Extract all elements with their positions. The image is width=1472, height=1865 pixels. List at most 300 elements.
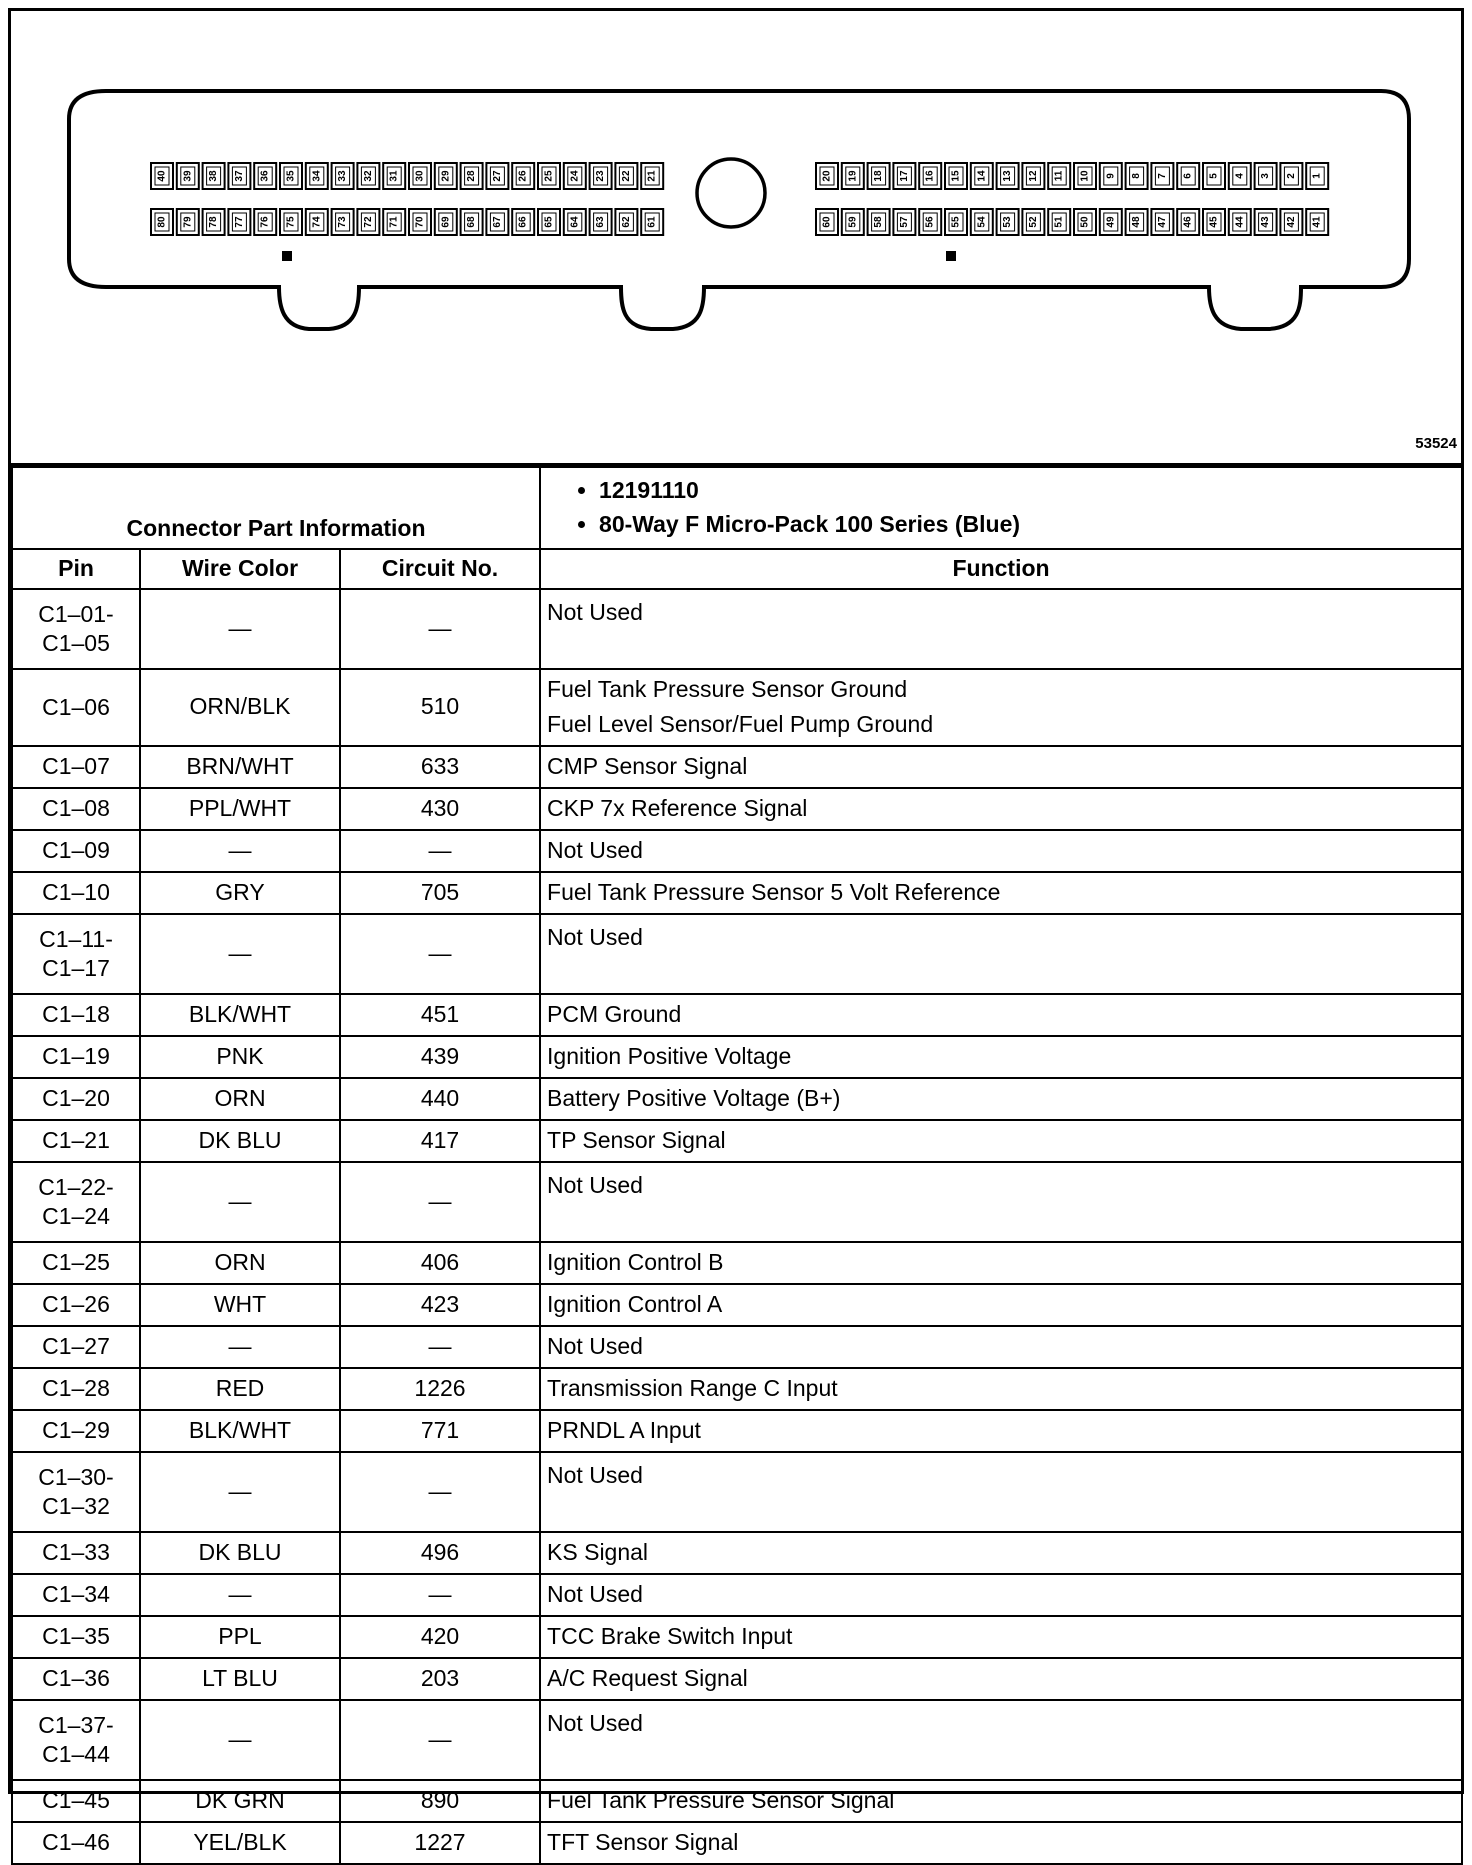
orientation-marker-right: [946, 251, 956, 261]
pin-cavity-45: [1203, 209, 1225, 235]
wire-color-cell: BLK/WHT: [140, 1410, 340, 1452]
circuit-cell: 430: [340, 788, 540, 830]
table-row: [12, 1700, 1462, 1780]
pin-cavity-11: [1048, 163, 1070, 189]
pin-cell: [12, 669, 140, 746]
table-row: [12, 1574, 1462, 1616]
pin-number-label: 10: [1079, 170, 1091, 182]
wire-color-cell: ORN: [140, 1078, 340, 1120]
function-line: Ignition Positive Voltage: [547, 1042, 792, 1069]
pin-cavity-73: [332, 209, 354, 235]
pin-cavity-17: [893, 163, 915, 189]
wire-color-cell: ORN/BLK: [140, 669, 340, 746]
function-cell: [540, 1700, 1462, 1780]
circuit-cell: —: [340, 1326, 540, 1368]
pin-cavity-2: [1280, 163, 1302, 189]
function-line: Fuel Level Sensor/Fuel Pump Ground: [547, 710, 934, 737]
pin-id: C1–27: [42, 1333, 110, 1360]
function-cell: [540, 1078, 1462, 1120]
circuit-cell: 771: [340, 1410, 540, 1452]
table-row: [12, 1242, 1462, 1284]
pin-number-label: 26: [517, 170, 529, 182]
table-row: [12, 746, 1462, 788]
pin-number-label: 33: [337, 170, 349, 182]
function-line: CKP 7x Reference Signal: [547, 794, 808, 821]
function-cell: [540, 1242, 1462, 1284]
pin-cavity-53: [997, 209, 1019, 235]
pin-number-label: 53: [1002, 216, 1014, 228]
pin-cell: [12, 1368, 140, 1410]
pin-id: C1–44: [42, 1740, 110, 1767]
pin-number-label: 76: [259, 216, 271, 228]
pin-cavity-58: [868, 209, 890, 235]
table-row: [12, 1822, 1462, 1864]
pin-cavity-14: [971, 163, 993, 189]
circuit-cell: —: [340, 1574, 540, 1616]
pin-number-label: 69: [440, 216, 452, 228]
pin-cavity-49: [1100, 209, 1122, 235]
wire-color-cell: GRY: [140, 872, 340, 914]
wire-color-cell: DK BLU: [140, 1120, 340, 1162]
pin-cell: [12, 1120, 140, 1162]
pin-number-label: 47: [1156, 216, 1168, 228]
pin-cavity-23: [590, 163, 612, 189]
function-line: Not Used: [547, 1461, 643, 1488]
table-row: [12, 1284, 1462, 1326]
function-line: Not Used: [547, 1171, 643, 1198]
pin-cavity-31: [383, 163, 405, 189]
pin-number-label: 18: [873, 170, 885, 182]
pin-cell: [12, 1574, 140, 1616]
function-line: Not Used: [547, 1332, 643, 1359]
pin-number-label: 5: [1208, 173, 1220, 179]
pin-cell: [12, 872, 140, 914]
pin-cavity-21: [641, 163, 663, 189]
function-cell: [540, 830, 1462, 872]
pin-cavity-72: [357, 209, 379, 235]
pin-cavity-42: [1280, 209, 1302, 235]
pin-number-label: 13: [1002, 170, 1014, 182]
pin-number-label: 23: [595, 170, 607, 182]
table-row: [12, 1036, 1462, 1078]
pin-id: C1–21: [42, 1127, 110, 1154]
table-row: [12, 1120, 1462, 1162]
pin-cell: [12, 1326, 140, 1368]
pin-cell: [12, 1284, 140, 1326]
pin-number-label: 12: [1027, 170, 1039, 182]
function-line: Not Used: [547, 598, 643, 625]
pin-id: C1–07: [42, 753, 110, 780]
pin-cavity-57: [893, 209, 915, 235]
pin-id: C1–28: [42, 1375, 110, 1402]
pin-number-label: 60: [821, 216, 833, 228]
function-cell: [540, 1658, 1462, 1700]
column-header-pin: Pin: [12, 549, 140, 589]
function-line: Fuel Tank Pressure Sensor 5 Volt Reference: [547, 878, 1001, 905]
table-row: [12, 1368, 1462, 1410]
pin-id: C1–20: [42, 1085, 110, 1112]
function-cell: [540, 1162, 1462, 1242]
pin-id: C1–01-: [38, 601, 114, 628]
pin-cell: [12, 1822, 140, 1864]
pin-number-label: 42: [1285, 216, 1297, 228]
pin-number-label: 39: [182, 170, 194, 182]
wire-color-cell: —: [140, 914, 340, 994]
function-cell: [540, 1780, 1462, 1822]
pin-number-label: 56: [924, 216, 936, 228]
pin-cavity-62: [615, 209, 637, 235]
pin-cavity-10: [1074, 163, 1096, 189]
keying-hole: [697, 159, 765, 227]
pin-number-label: 16: [924, 170, 936, 182]
column-header-circuit: Circuit No.: [340, 549, 540, 589]
pin-id: C1–46: [42, 1829, 110, 1856]
table-row: [12, 788, 1462, 830]
pin-cavity-37: [228, 163, 250, 189]
pin-id: C1–09: [42, 837, 110, 864]
pin-cavity-54: [971, 209, 993, 235]
pin-number-label: 22: [620, 170, 632, 182]
circuit-cell: 406: [340, 1242, 540, 1284]
pin-cavity-3: [1255, 163, 1277, 189]
pin-cavity-25: [538, 163, 560, 189]
function-line: Transmission Range C Input: [547, 1374, 838, 1401]
pin-cavity-24: [564, 163, 586, 189]
pin-cavity-56: [919, 209, 941, 235]
function-line: Not Used: [547, 836, 643, 863]
pin-number-label: 77: [233, 216, 245, 228]
connector-sheet: [8, 8, 1464, 1856]
pin-number-label: 32: [362, 170, 374, 182]
function-line: Fuel Tank Pressure Sensor Signal: [547, 1786, 895, 1813]
wire-color-cell: —: [140, 1700, 340, 1780]
pin-cavity-47: [1151, 209, 1173, 235]
wire-color-cell: —: [140, 1452, 340, 1532]
pin-number-label: 4: [1234, 173, 1246, 179]
circuit-cell: —: [340, 589, 540, 669]
pin-number-label: 29: [440, 170, 452, 182]
pin-id: C1–10: [42, 879, 110, 906]
function-line: TCC Brake Switch Input: [547, 1622, 793, 1649]
pin-number-label: 11: [1053, 170, 1065, 182]
pin-cavity-20: [816, 163, 838, 189]
function-cell: [540, 788, 1462, 830]
pin-cavity-18: [868, 163, 890, 189]
pin-cavity-76: [254, 209, 276, 235]
pin-cavity-80: [151, 209, 173, 235]
table-row: [12, 1532, 1462, 1574]
pin-cell: [12, 914, 140, 994]
pin-cavity-19: [842, 163, 864, 189]
pin-id: C1–32: [42, 1492, 110, 1519]
pin-cavity-68: [461, 209, 483, 235]
pin-number-label: 14: [976, 170, 988, 182]
circuit-cell: 1226: [340, 1368, 540, 1410]
orientation-marker-left: [282, 251, 292, 261]
pin-cavity-16: [919, 163, 941, 189]
pin-number-label: 27: [491, 170, 503, 182]
table-row: [12, 669, 1462, 746]
circuit-cell: 203: [340, 1658, 540, 1700]
pin-cell: [12, 589, 140, 669]
pin-number-label: 44: [1234, 216, 1246, 228]
pin-id: C1–36: [42, 1665, 110, 1692]
wire-color-cell: DK GRN: [140, 1780, 340, 1822]
circuit-cell: 705: [340, 872, 540, 914]
pin-id: C1–45: [42, 1787, 110, 1814]
circuit-cell: 633: [340, 746, 540, 788]
pin-cavity-12: [1022, 163, 1044, 189]
table-row: [12, 1078, 1462, 1120]
connector-info-row: [12, 467, 1462, 549]
function-line: Not Used: [547, 923, 643, 950]
pin-number-label: 79: [182, 216, 194, 228]
pin-number-label: 72: [362, 216, 374, 228]
pin-cavity-71: [383, 209, 405, 235]
pin-id: C1–18: [42, 1001, 110, 1028]
function-cell: [540, 669, 1462, 746]
circuit-cell: 423: [340, 1284, 540, 1326]
pin-number-label: 57: [898, 216, 910, 228]
function-cell: [540, 872, 1462, 914]
circuit-cell: 420: [340, 1616, 540, 1658]
function-cell: [540, 1574, 1462, 1616]
table-row: [12, 1326, 1462, 1368]
pin-cell: [12, 1452, 140, 1532]
pin-number-label: 61: [646, 216, 658, 228]
pin-cavity-9: [1100, 163, 1122, 189]
pin-id: C1–33: [42, 1539, 110, 1566]
table-row: [12, 830, 1462, 872]
pin-cavity-51: [1048, 209, 1070, 235]
pin-number-label: 17: [898, 170, 910, 182]
pin-cavity-34: [306, 163, 328, 189]
circuit-cell: —: [340, 830, 540, 872]
pin-number-label: 19: [847, 170, 859, 182]
pin-number-label: 1: [1311, 173, 1323, 179]
pin-number-label: 20: [821, 170, 833, 182]
pin-number-label: 59: [847, 216, 859, 228]
pin-cell: [12, 1162, 140, 1242]
circuit-cell: 890: [340, 1780, 540, 1822]
function-cell: [540, 1822, 1462, 1864]
function-line: PRNDL A Input: [547, 1416, 701, 1443]
pin-cavity-60: [816, 209, 838, 235]
pin-number-label: 55: [950, 216, 962, 228]
function-cell: [540, 1284, 1462, 1326]
pin-cavity-74: [306, 209, 328, 235]
pin-cavity-61: [641, 209, 663, 235]
pin-cavity-59: [842, 209, 864, 235]
function-line: CMP Sensor Signal: [547, 752, 748, 779]
pin-number-label: 2: [1285, 173, 1297, 179]
pin-id: C1–17: [42, 954, 110, 981]
table-row: [12, 1658, 1462, 1700]
pin-number-label: 71: [388, 216, 400, 228]
wire-color-cell: PPL/WHT: [140, 788, 340, 830]
pin-cavity-78: [203, 209, 225, 235]
wire-color-cell: PPL: [140, 1616, 340, 1658]
function-line: PCM Ground: [547, 1000, 682, 1027]
pin-cavity-40: [151, 163, 173, 189]
circuit-cell: —: [340, 1452, 540, 1532]
pin-id: C1–05: [42, 629, 110, 656]
wire-color-cell: RED: [140, 1368, 340, 1410]
pin-cavity-6: [1177, 163, 1199, 189]
pin-number-label: 64: [569, 216, 581, 228]
table-row: [12, 914, 1462, 994]
function-line: Not Used: [547, 1709, 643, 1736]
function-line: Ignition Control B: [547, 1248, 724, 1275]
pin-number-label: 41: [1311, 216, 1323, 228]
wire-color-cell: WHT: [140, 1284, 340, 1326]
pin-number-label: 49: [1105, 216, 1117, 228]
pin-cavity-35: [280, 163, 302, 189]
pin-cell: [12, 994, 140, 1036]
pin-cell: [12, 746, 140, 788]
wire-color-cell: LT BLU: [140, 1658, 340, 1700]
circuit-cell: 496: [340, 1532, 540, 1574]
pin-cavity-33: [332, 163, 354, 189]
pin-cavity-8: [1126, 163, 1148, 189]
function-line: KS Signal: [547, 1538, 649, 1565]
pin-number-label: 62: [620, 216, 632, 228]
pin-cavity-75: [280, 209, 302, 235]
figure-id: 53524: [1415, 435, 1457, 452]
pin-cavity-50: [1074, 209, 1096, 235]
pin-cavity-67: [486, 209, 508, 235]
column-header-row: [12, 549, 1462, 589]
pin-cavity-66: [512, 209, 534, 235]
wire-color-cell: DK BLU: [140, 1532, 340, 1574]
pin-number-label: 46: [1182, 216, 1194, 228]
pin-cavity-65: [538, 209, 560, 235]
pin-cavity-28: [461, 163, 483, 189]
pin-cavity-69: [435, 209, 457, 235]
pin-id: C1–24: [42, 1202, 110, 1229]
table-row: [12, 1780, 1462, 1822]
function-cell: [540, 1368, 1462, 1410]
pin-id: C1–22-: [38, 1173, 114, 1200]
pin-number-label: 38: [208, 170, 220, 182]
pin-number-label: 54: [976, 216, 988, 228]
pin-id: C1–30-: [38, 1463, 114, 1490]
pin-id: C1–08: [42, 795, 110, 822]
pin-number-label: 3: [1260, 173, 1272, 179]
pin-cell: [12, 1700, 140, 1780]
pin-number-label: 66: [517, 216, 529, 228]
pin-number-label: 51: [1053, 216, 1065, 228]
function-cell: [540, 1326, 1462, 1368]
pin-number-label: 7: [1156, 173, 1168, 179]
pin-number-label: 8: [1131, 173, 1143, 179]
function-line: TP Sensor Signal: [547, 1126, 726, 1153]
pin-cavity-41: [1306, 209, 1328, 235]
pin-id: C1–26: [42, 1291, 110, 1318]
pin-cavity-5: [1203, 163, 1225, 189]
pin-cavity-4: [1229, 163, 1251, 189]
pin-cavity-1: [1306, 163, 1328, 189]
connector-diagram: [11, 11, 1461, 466]
pin-number-label: 25: [543, 170, 555, 182]
pin-number-label: 40: [156, 170, 168, 182]
pin-number-label: 21: [646, 170, 658, 182]
function-cell: [540, 1532, 1462, 1574]
pin-cavity-7: [1151, 163, 1173, 189]
pin-id: C1–19: [42, 1043, 110, 1070]
pin-cell: [12, 1078, 140, 1120]
pin-cavity-55: [945, 209, 967, 235]
table-row: [12, 589, 1462, 669]
pin-cavity-79: [177, 209, 199, 235]
pin-cavity-43: [1255, 209, 1277, 235]
pin-number-label: 63: [595, 216, 607, 228]
pin-cavity-52: [1022, 209, 1044, 235]
pin-number-label: 73: [337, 216, 349, 228]
table-row: [12, 1162, 1462, 1242]
wire-color-cell: BLK/WHT: [140, 994, 340, 1036]
pin-cavity-32: [357, 163, 379, 189]
function-cell: [540, 994, 1462, 1036]
pin-number-label: 74: [311, 216, 323, 228]
pin-cell: [12, 1780, 140, 1822]
function-line: Ignition Control A: [547, 1290, 723, 1317]
wire-color-cell: —: [140, 1162, 340, 1242]
pin-number-label: 15: [950, 170, 962, 182]
table-row: [12, 994, 1462, 1036]
function-line: TFT Sensor Signal: [547, 1828, 739, 1855]
connector-info-label: Connector Part Information: [12, 467, 540, 549]
pin-number-label: 31: [388, 170, 400, 182]
pin-id: C1–34: [42, 1581, 110, 1608]
pin-cavity-26: [512, 163, 534, 189]
pin-number-label: 37: [233, 170, 245, 182]
pin-cell: [12, 788, 140, 830]
circuit-cell: —: [340, 1700, 540, 1780]
pin-cavity-15: [945, 163, 967, 189]
wire-color-cell: PNK: [140, 1036, 340, 1078]
table-row: [12, 1410, 1462, 1452]
pin-number-label: 45: [1208, 216, 1220, 228]
wire-color-cell: —: [140, 589, 340, 669]
function-line: Not Used: [547, 1580, 643, 1607]
pin-id: C1–35: [42, 1623, 110, 1650]
pin-number-label: 50: [1079, 216, 1091, 228]
pin-cell: [12, 1242, 140, 1284]
circuit-cell: 417: [340, 1120, 540, 1162]
pin-number-label: 68: [466, 216, 478, 228]
circuit-cell: 1227: [340, 1822, 540, 1864]
pin-cell: [12, 1532, 140, 1574]
pin-number-label: 9: [1105, 173, 1117, 179]
pin-number-label: 78: [208, 216, 220, 228]
wire-color-cell: —: [140, 830, 340, 872]
circuit-cell: 440: [340, 1078, 540, 1120]
pin-cavity-48: [1126, 209, 1148, 235]
circuit-cell: —: [340, 914, 540, 994]
circuit-cell: 439: [340, 1036, 540, 1078]
pin-cavity-22: [615, 163, 637, 189]
pin-number-label: 36: [259, 170, 271, 182]
column-header-wire-color: Wire Color: [140, 549, 340, 589]
pin-cell: [12, 1410, 140, 1452]
connector-description: • 80-Way F Micro-Pack 100 Series (Blue): [599, 510, 1453, 540]
pin-number-label: 28: [466, 170, 478, 182]
function-cell: [540, 1616, 1462, 1658]
circuit-cell: 510: [340, 669, 540, 746]
pin-number-label: 65: [543, 216, 555, 228]
pin-cavity-77: [228, 209, 250, 235]
